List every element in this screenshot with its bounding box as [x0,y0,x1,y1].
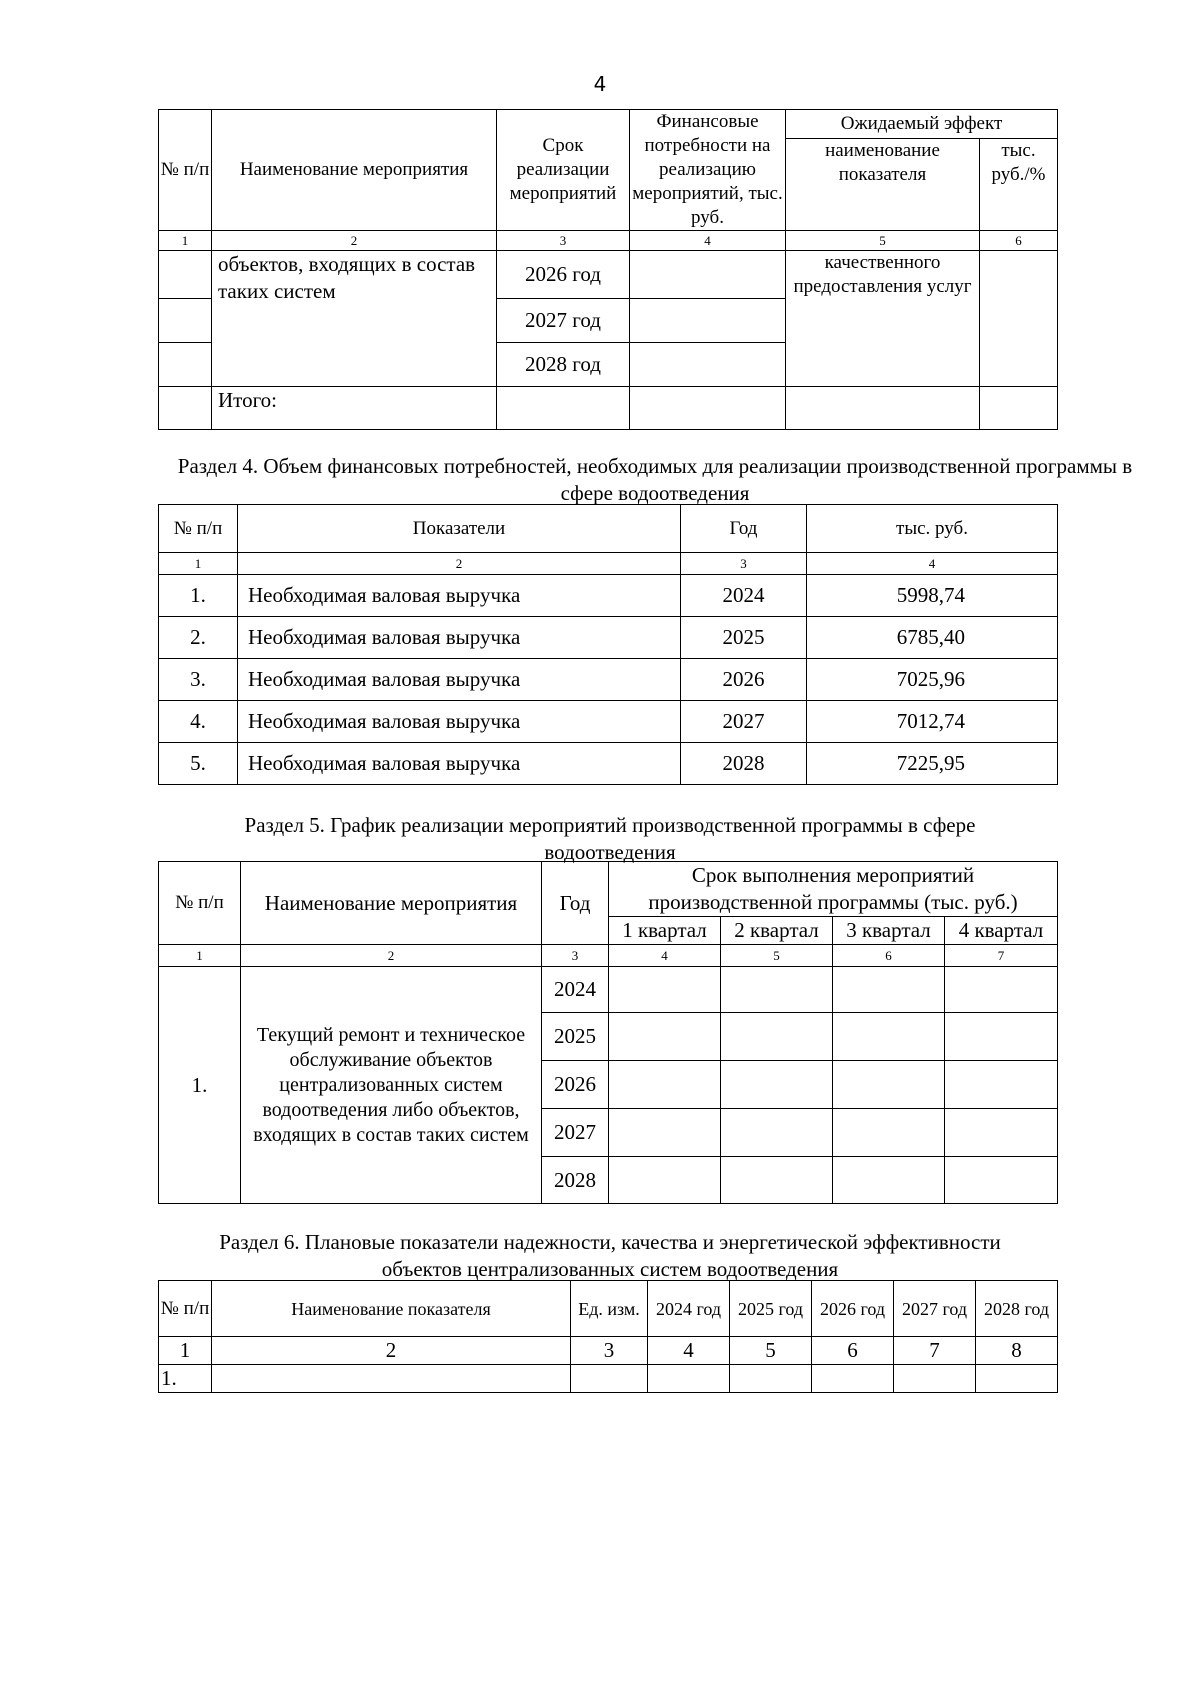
header-year: Год [681,505,807,553]
total-term-cell [497,387,630,430]
row-num: 1. [159,1365,212,1393]
row-year: 2025 [681,617,807,659]
quarter-cell [721,1013,833,1061]
table-row [159,743,1058,785]
row-year: 2024 [681,575,807,617]
unit-cell [571,1365,648,1393]
total-indicator-cell [786,387,980,430]
finance-cell [630,299,786,343]
row-num: 2. [159,617,238,659]
year-cell: 2024 [542,967,609,1013]
row-num-cell [159,387,212,430]
col-number: 6 [833,945,945,967]
finance-cell [630,251,786,299]
quarter-cell [945,1157,1058,1204]
header-activity-name: Наименование мероприятия [212,110,497,231]
value-cell [648,1365,730,1393]
total-finance-cell [630,387,786,430]
row-num: 5. [159,743,238,785]
col-number: 4 [609,945,721,967]
quarter-cell [833,1061,945,1109]
year-cell: 2026 год [497,251,630,299]
section5-title: Раздел 5. График реализации мероприятий производственной программы в сфере водоотведения [244,813,976,864]
col-number: 3 [571,1337,648,1365]
header-num: № п/п [159,1281,212,1337]
year-cell: 2026 [542,1061,609,1109]
year-cell: 2027 [542,1109,609,1157]
header-num: № п/п [159,505,238,553]
header-term: Срок выполнения мероприятий производственной программы (тыс. руб.) [609,862,1058,917]
row-num: 3. [159,659,238,701]
row-num: 4. [159,701,238,743]
row-value: 6785,40 [807,617,1058,659]
table-row [159,701,1058,743]
col-number: 3 [542,945,609,967]
quarter-cell [945,1013,1058,1061]
year-cell: 2025 [542,1013,609,1061]
row-value: 5998,74 [807,575,1058,617]
row-value: 7025,96 [807,659,1058,701]
header-effect-indicator: наименование показателя [786,139,980,231]
col-number: 8 [976,1337,1058,1365]
header-unit: Ед. изм. [571,1281,648,1337]
col-number: 1 [159,1337,212,1365]
row-value: 7225,95 [807,743,1058,785]
page-number: 4 [593,72,607,96]
row-indicator: Необходимая валовая выручка [238,743,681,785]
quarter-cell [721,967,833,1013]
quarter-cell [945,967,1058,1013]
quarter-cell [609,1109,721,1157]
total-value-cell [980,387,1058,430]
col-number: 2 [212,1337,571,1365]
section4-title: Раздел 4. Объем финансовых потребностей, необходимых для реализации производственной программы в сфере водоотведения [177,454,1133,505]
header-quarter: 2 квартал [721,917,833,945]
header-quarter: 4 квартал [945,917,1058,945]
indicator-cell [212,1365,571,1393]
year-cell: 2027 год [497,299,630,343]
header-year: 2028 год [976,1281,1058,1337]
activities-table [158,109,1058,430]
col-number: 4 [630,231,786,251]
row-value: 7012,74 [807,701,1058,743]
quarter-cell [833,1013,945,1061]
year-cell: 2028 [542,1157,609,1204]
col-number: 1 [159,945,241,967]
row-num-cell [159,343,212,387]
header-value: тыс. руб. [807,505,1058,553]
section5-table [158,861,1058,1204]
row-year: 2027 [681,701,807,743]
quarter-cell [609,1061,721,1109]
table-row [159,659,1058,701]
year-cell: 2028 год [497,343,630,387]
col-number: 7 [894,1337,976,1365]
header-year: 2027 год [894,1281,976,1337]
effect-indicator: качественного предоставления услуг [786,251,980,387]
activity-name: объектов, входящих в состав таких систем [212,251,497,387]
quarter-cell [833,1109,945,1157]
col-number: 4 [807,553,1058,575]
total-label: Итого: [212,387,497,430]
col-number: 2 [241,945,542,967]
row-year: 2028 [681,743,807,785]
col-number: 3 [681,553,807,575]
section4-table [158,504,1058,785]
col-number: 4 [648,1337,730,1365]
col-number: 5 [721,945,833,967]
col-number: 3 [497,231,630,251]
header-expected-effect: Ожидаемый эффект [786,110,1058,139]
row-indicator: Необходимая валовая выручка [238,659,681,701]
quarter-cell [721,1109,833,1157]
header-quarter: 3 квартал [833,917,945,945]
col-number: 5 [786,231,980,251]
quarter-cell [833,1157,945,1204]
col-number: 5 [730,1337,812,1365]
header-finance: Финансовые потребности на реализацию мероприятий, тыс. руб. [630,110,786,231]
table-row [159,617,1058,659]
quarter-cell [945,1109,1058,1157]
quarter-cell [721,1061,833,1109]
col-number: 1 [159,553,238,575]
header-year: 2026 год [812,1281,894,1337]
value-cell [730,1365,812,1393]
header-quarter: 1 квартал [609,917,721,945]
row-num: 1. [159,575,238,617]
header-effect-value: тыс. руб./% [980,139,1058,231]
header-indicator-name: Наименование показателя [212,1281,571,1337]
quarter-cell [609,1157,721,1204]
value-cell [894,1365,976,1393]
header-num: № п/п [159,862,241,945]
row-year: 2026 [681,659,807,701]
table-row [159,1365,1058,1393]
col-number: 2 [212,231,497,251]
col-number: 2 [238,553,681,575]
section6-table [158,1280,1058,1393]
quarter-cell [609,967,721,1013]
activity-name: Текущий ремонт и техническое обслуживание объектов централизованных систем водоотведения либо объектов, входящих в состав таких систем [241,967,542,1204]
finance-cell [630,343,786,387]
row-num-cell [159,299,212,343]
quarter-cell [609,1013,721,1061]
header-activity-name: Наименование мероприятия [241,862,542,945]
row-indicator: Необходимая валовая выручка [238,701,681,743]
section6-title: Раздел 6. Плановые показатели надежности, качества и энергетической эффективности объектов централизованных систем водоотведения [219,1230,1001,1281]
value-cell [812,1365,894,1393]
col-number: 1 [159,231,212,251]
table-row [159,575,1058,617]
col-number: 6 [812,1337,894,1365]
row-indicator: Необходимая валовая выручка [238,617,681,659]
header-num: № п/п [159,110,212,231]
header-indicator: Показатели [238,505,681,553]
header-year: Год [542,862,609,945]
row-num-cell [159,251,212,299]
header-year: 2024 год [648,1281,730,1337]
quarter-cell [833,967,945,1013]
header-year: 2025 год [730,1281,812,1337]
col-number: 7 [945,945,1058,967]
header-term: Срок реализации мероприятий [497,110,630,231]
row-indicator: Необходимая валовая выручка [238,575,681,617]
col-number: 6 [980,231,1058,251]
quarter-cell [721,1157,833,1204]
row-num: 1. [159,967,241,1204]
value-cell [976,1365,1058,1393]
effect-value-cell [980,251,1058,387]
quarter-cell [945,1061,1058,1109]
